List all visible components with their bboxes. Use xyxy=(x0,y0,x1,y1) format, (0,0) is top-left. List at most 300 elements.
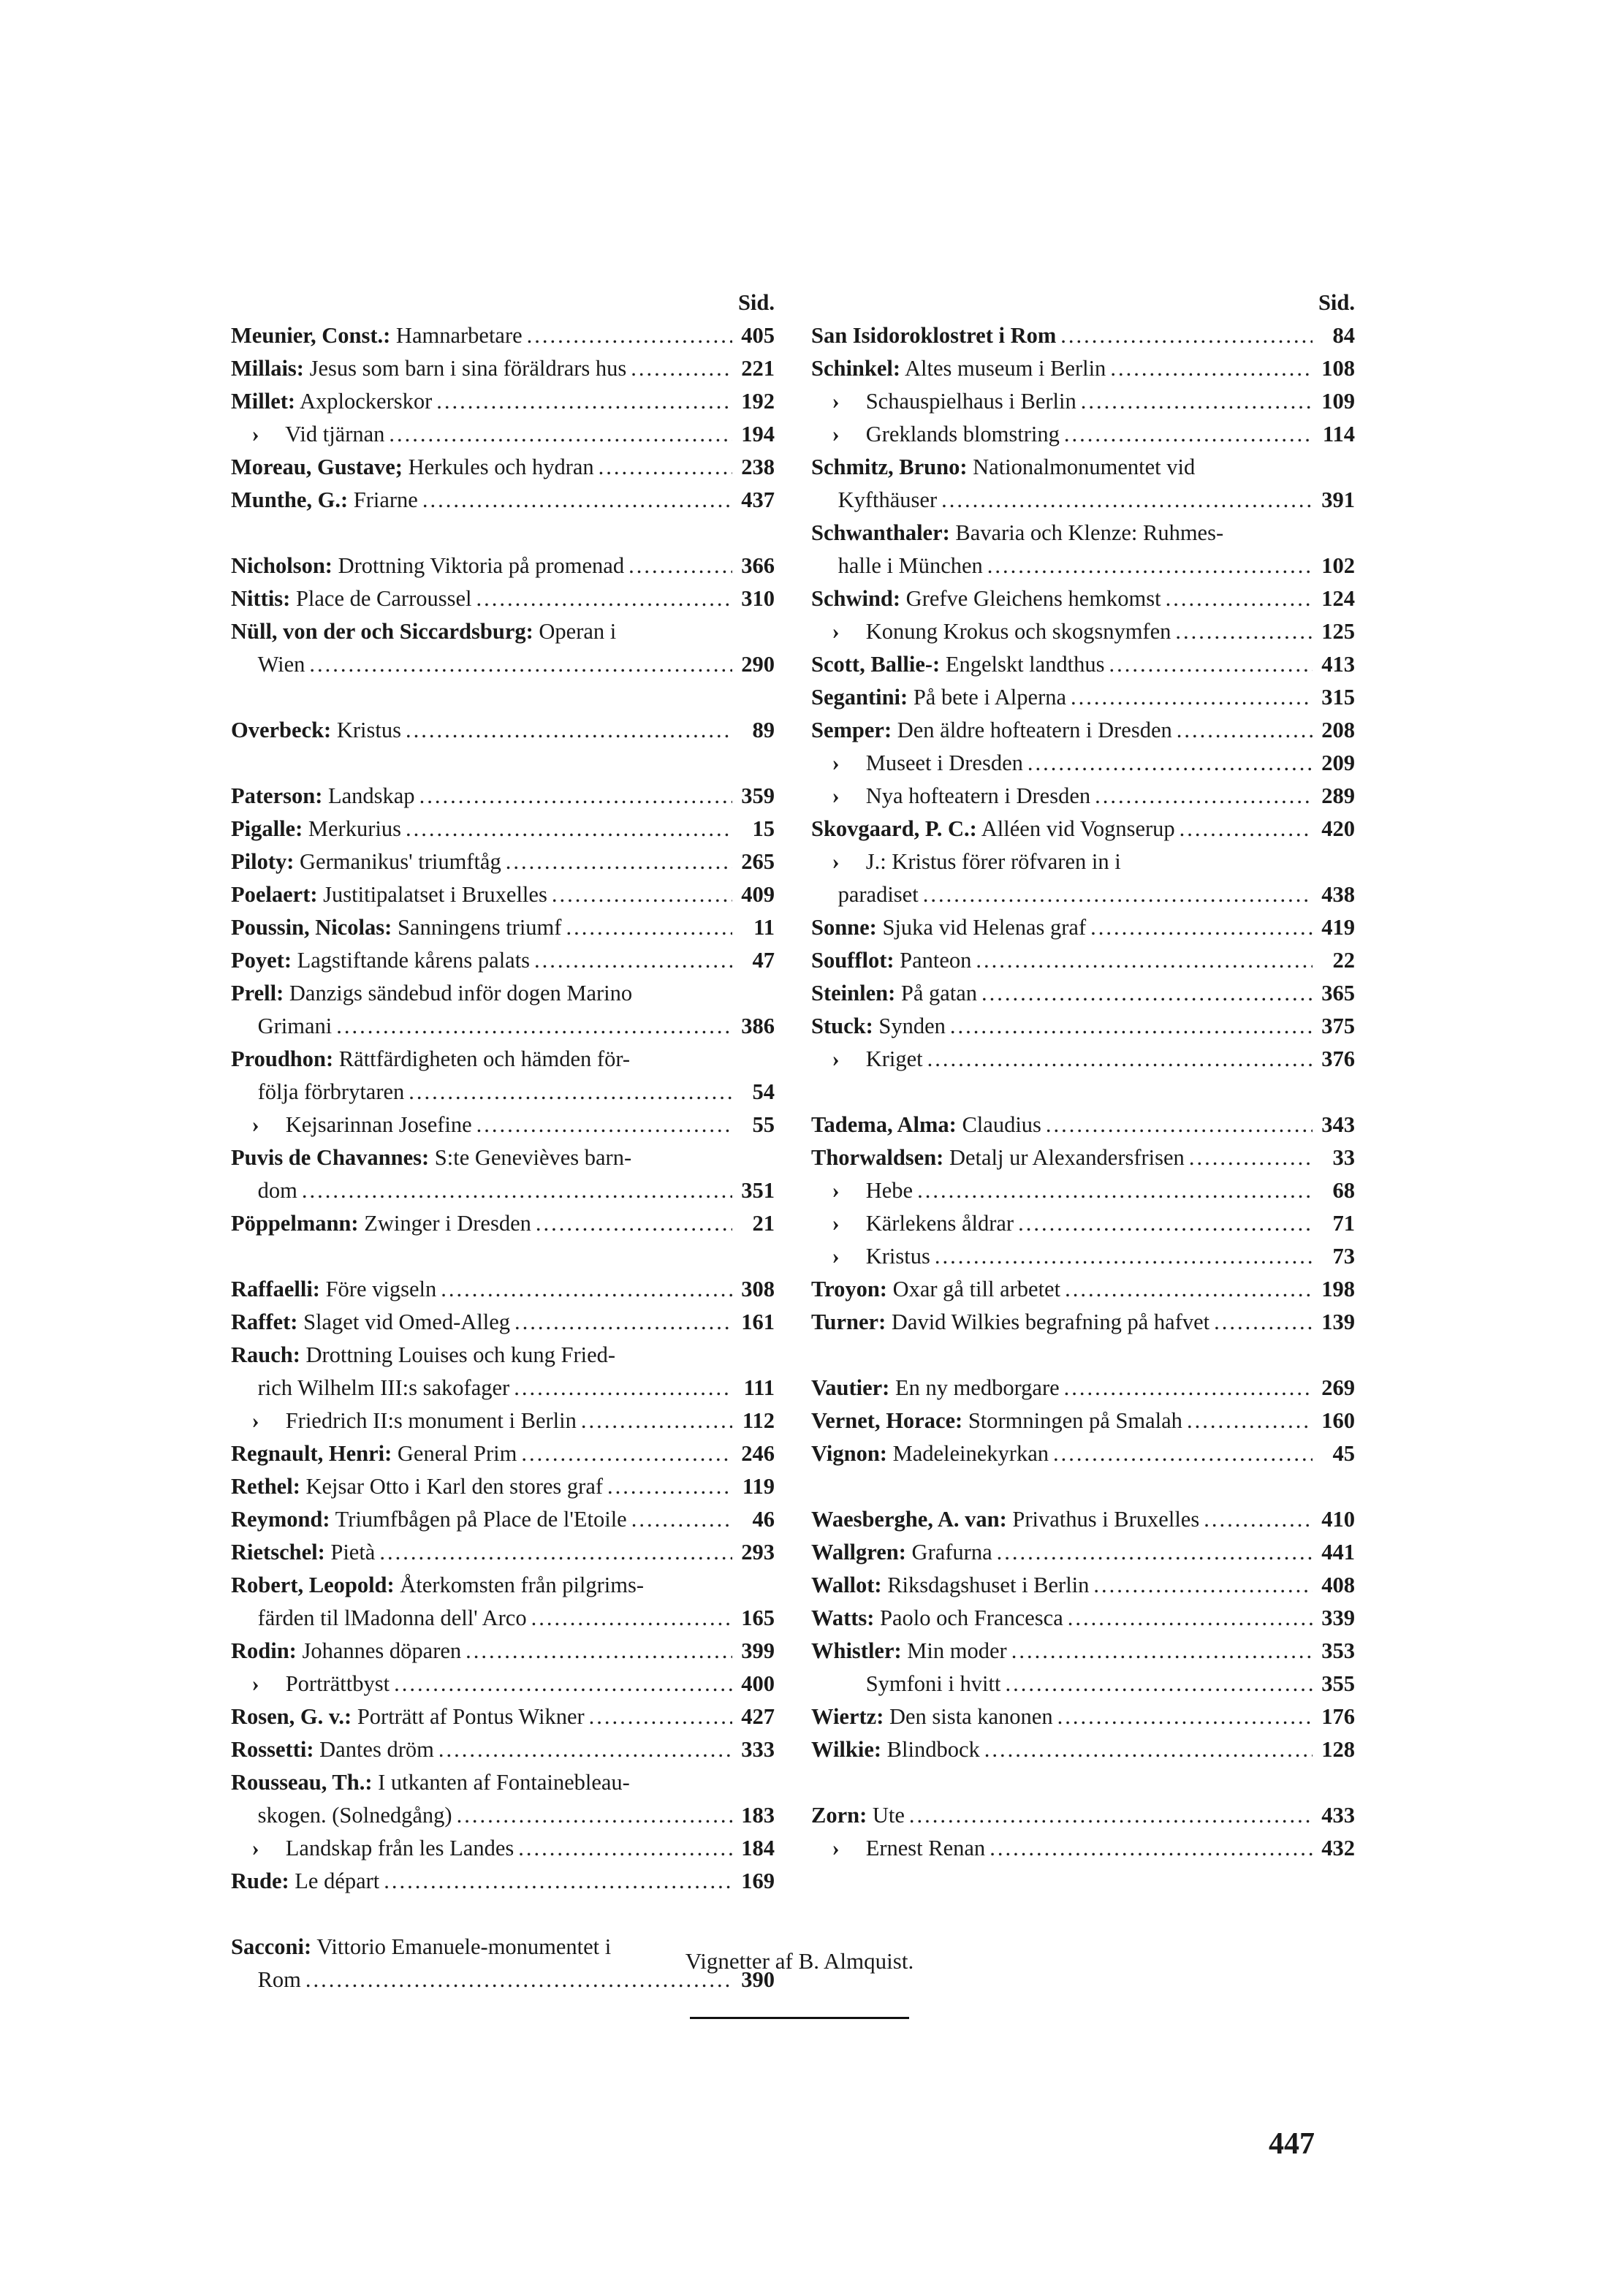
entry-line xyxy=(811,1733,1355,1766)
work-title-continued: halle i München xyxy=(838,553,983,578)
index-entries-right xyxy=(811,319,1355,1865)
leader-dots xyxy=(436,385,732,418)
leader-dots xyxy=(409,1076,732,1109)
entry-lead xyxy=(231,1536,375,1569)
leader-dots xyxy=(394,1668,732,1700)
work-title-continued: Wien xyxy=(257,652,305,677)
entry-lead xyxy=(231,944,530,977)
artist-name: Scott, Ballie-: xyxy=(811,652,941,677)
work-title: Före vigseln xyxy=(325,1277,437,1301)
entry-lead xyxy=(811,385,1076,418)
index-entry xyxy=(811,944,1355,977)
leader-dots xyxy=(923,878,1313,911)
entry-lead xyxy=(811,1536,992,1569)
entry-lead xyxy=(811,944,971,977)
section-gap xyxy=(231,1240,775,1273)
leader-dots xyxy=(1175,615,1313,648)
work-title: Landskap xyxy=(327,783,415,808)
work-title: Min moder xyxy=(907,1638,1007,1663)
entry-line xyxy=(231,1273,775,1306)
entry-continuation xyxy=(231,1174,775,1207)
entry-line xyxy=(231,418,775,451)
entry-lead xyxy=(231,845,501,878)
leader-dots xyxy=(997,1536,1313,1569)
page-ref: 246 xyxy=(741,1441,775,1466)
index-entry xyxy=(231,714,775,747)
artist-name: Tadema, Alma: xyxy=(811,1112,957,1137)
ditto-mark: › xyxy=(251,1112,259,1137)
leader-dots xyxy=(521,1437,732,1470)
index-entry xyxy=(231,1503,775,1536)
index-entry xyxy=(231,615,775,681)
entry-line xyxy=(231,944,775,977)
entry-line xyxy=(811,1536,1355,1569)
work-title: Panteon xyxy=(900,948,972,973)
leader-dots xyxy=(1005,1668,1313,1700)
index-entries-left xyxy=(231,319,775,1996)
section-gap xyxy=(811,1076,1355,1109)
work-title: Axplockerskor xyxy=(300,389,433,414)
entry-lead xyxy=(231,1766,630,1799)
entry-lead xyxy=(811,1010,946,1043)
entry-continuation xyxy=(811,484,1355,517)
page-ref: 441 xyxy=(1321,1540,1355,1565)
page-ref: 128 xyxy=(1321,1737,1355,1762)
page-ref: 410 xyxy=(1321,1507,1355,1532)
page-ref: 408 xyxy=(1321,1573,1355,1597)
page-ref: 68 xyxy=(1332,1178,1355,1203)
leader-dots xyxy=(1110,352,1313,385)
page-ref: 47 xyxy=(752,948,775,973)
leader-dots xyxy=(631,352,732,385)
page-ref: 124 xyxy=(1321,586,1355,611)
work-title: Rättfärdigheten och hämden för- xyxy=(338,1046,631,1071)
entry-line xyxy=(231,550,775,582)
page-ref: 192 xyxy=(741,389,775,414)
work-title: Vittorio Emanuele-monumentet i xyxy=(316,1934,612,1959)
index-entry xyxy=(231,813,775,845)
artist-name: Turner: xyxy=(811,1309,886,1334)
work-title: Friedrich II:s monument i Berlin xyxy=(285,1408,577,1433)
sid-header: Sid. xyxy=(1318,290,1355,315)
work-title-continued: dom xyxy=(257,1178,297,1203)
artist-name: Vautier: xyxy=(811,1375,890,1400)
entry-line xyxy=(231,1043,775,1076)
page-ref: 359 xyxy=(741,783,775,808)
page-ref: 125 xyxy=(1321,619,1355,644)
leader-dots xyxy=(1065,1273,1313,1306)
work-title: Alléen vid Vognserup xyxy=(981,816,1175,841)
leader-dots xyxy=(589,1700,732,1733)
entry-lead xyxy=(811,648,1105,681)
leader-dots xyxy=(566,911,732,944)
ditto-mark: › xyxy=(251,1836,259,1860)
work-title: Germanikus' triumftåg xyxy=(300,849,501,874)
page-ref: 184 xyxy=(741,1836,775,1860)
entry-lead xyxy=(811,1668,1000,1700)
index-entry xyxy=(811,517,1355,582)
artist-name: Wiertz: xyxy=(811,1704,884,1729)
entry-lead xyxy=(811,352,1106,385)
entry-lead xyxy=(231,1832,514,1865)
leader-dots xyxy=(927,1043,1313,1076)
entry-line xyxy=(811,747,1355,780)
leader-dots xyxy=(476,1109,732,1141)
index-entry xyxy=(231,1339,775,1404)
index-entry xyxy=(811,1273,1355,1306)
leader-dots xyxy=(1189,1141,1313,1174)
artist-name: Meunier, Const.: xyxy=(231,323,391,348)
entry-lead xyxy=(231,1109,472,1141)
entry-line xyxy=(811,1503,1355,1536)
leader-dots xyxy=(384,1865,732,1898)
entry-line xyxy=(811,681,1355,714)
leader-dots xyxy=(1053,1437,1313,1470)
leader-dots xyxy=(476,582,732,615)
entry-continuation xyxy=(231,1799,775,1832)
index-entry xyxy=(811,911,1355,944)
leader-dots xyxy=(1214,1306,1313,1339)
work-title: Kejsarinnan Josefine xyxy=(285,1112,472,1137)
ditto-mark: › xyxy=(832,389,840,414)
entry-lead xyxy=(811,1207,1014,1240)
entry-lead xyxy=(231,550,624,582)
entry-line xyxy=(231,451,775,484)
page-ref: 84 xyxy=(1332,323,1355,348)
artist-name: Pöppelmann: xyxy=(231,1211,359,1236)
entry-line xyxy=(231,615,775,648)
ditto-mark: › xyxy=(251,422,259,446)
entry-line xyxy=(811,845,1355,878)
entry-lead xyxy=(811,714,1172,747)
entry-lead xyxy=(811,813,1175,845)
entry-line xyxy=(811,615,1355,648)
work-title-continued: Grimani xyxy=(257,1014,333,1038)
index-entry xyxy=(231,1865,775,1898)
leader-dots xyxy=(631,1503,732,1536)
page-ref: 221 xyxy=(741,356,775,381)
ditto-mark: › xyxy=(832,619,840,644)
entry-lead xyxy=(811,1372,1060,1404)
page-ref: 399 xyxy=(741,1638,775,1663)
page-ref: 376 xyxy=(1321,1046,1355,1071)
work-title: Drottning Louises och kung Fried- xyxy=(305,1342,616,1367)
work-title-continued: Rom xyxy=(257,1967,301,1992)
entry-line xyxy=(231,1404,775,1437)
index-entry xyxy=(231,1109,775,1141)
work-title: Bavaria och Klenze: Ruhmes- xyxy=(955,520,1224,545)
entry-line xyxy=(811,1240,1355,1273)
page-ref: 160 xyxy=(1321,1408,1355,1433)
page-ref: 365 xyxy=(1321,981,1355,1006)
work-title: Nationalmonumentet vid xyxy=(973,455,1196,479)
entry-lead xyxy=(231,911,561,944)
artist-name: Soufflot: xyxy=(811,948,895,973)
sid-header: Sid. xyxy=(737,290,775,315)
entry-lead xyxy=(231,451,594,484)
entry-lead xyxy=(231,878,547,911)
work-title: Herkules och hydran xyxy=(408,455,594,479)
entry-lead xyxy=(811,681,1066,714)
index-entry xyxy=(231,418,775,451)
page-ref: 139 xyxy=(1321,1309,1355,1334)
entry-line xyxy=(231,1339,775,1372)
entry-lead xyxy=(231,1306,510,1339)
leader-dots xyxy=(1046,1109,1313,1141)
page-number: 447 xyxy=(1269,2127,1315,2161)
index-entry xyxy=(811,418,1355,451)
artist-name: Raffet: xyxy=(231,1309,298,1334)
artist-name: Whistler: xyxy=(811,1638,902,1663)
entry-line xyxy=(811,780,1355,813)
work-title: Museet i Dresden xyxy=(865,750,1023,775)
entry-line xyxy=(231,1766,775,1799)
leader-dots xyxy=(950,1010,1313,1043)
entry-continuation xyxy=(231,1372,775,1404)
leader-dots xyxy=(1187,1404,1313,1437)
entry-line xyxy=(811,418,1355,451)
index-entry xyxy=(811,1010,1355,1043)
entry-continuation xyxy=(231,1602,775,1635)
page-ref: 33 xyxy=(1332,1145,1355,1170)
index-entry xyxy=(231,911,775,944)
index-entry xyxy=(811,1602,1355,1635)
work-title: Pietà xyxy=(330,1540,376,1565)
ditto-mark: › xyxy=(832,750,840,775)
vignette-credit: Vignetter af B. Almquist. xyxy=(685,1948,914,1974)
entry-lead xyxy=(811,1700,1053,1733)
index-entry xyxy=(231,1437,775,1470)
leader-dots xyxy=(1028,747,1313,780)
ditto-mark: › xyxy=(251,1408,259,1433)
work-title: Ernest Renan xyxy=(865,1836,986,1860)
work-title: Lagstiftande kårens palats xyxy=(297,948,531,973)
page-ref: 290 xyxy=(741,652,775,677)
entry-line xyxy=(811,714,1355,747)
entry-line xyxy=(231,1832,775,1865)
index-entry xyxy=(231,1832,775,1865)
index-entry xyxy=(231,1273,775,1306)
index-entry xyxy=(811,845,1355,911)
entry-lead xyxy=(231,1043,630,1076)
work-title: Blindbock xyxy=(886,1737,980,1762)
page-ref: 89 xyxy=(752,718,775,742)
artist-name: Watts: xyxy=(811,1605,875,1630)
work-title: I utkanten af Fontainebleau- xyxy=(378,1770,630,1795)
artist-name: Rossetti: xyxy=(231,1737,314,1762)
index-entry xyxy=(811,1404,1355,1437)
artist-name: Munthe, G.: xyxy=(231,487,349,512)
page-ref: 265 xyxy=(741,849,775,874)
artist-name: Rodin: xyxy=(231,1638,297,1663)
artist-name: Moreau, Gustave; xyxy=(231,455,403,479)
leader-dots xyxy=(599,451,732,484)
page-ref: 420 xyxy=(1321,816,1355,841)
work-title-continued: rich Wilhelm III:s sakofager xyxy=(257,1375,510,1400)
leader-dots xyxy=(1057,1700,1313,1733)
artist-name: Poussin, Nicolas: xyxy=(231,915,392,940)
work-title: På bete i Alperna xyxy=(913,685,1067,710)
entry-line xyxy=(811,813,1355,845)
artist-name: Rethel: xyxy=(231,1474,300,1499)
leader-dots xyxy=(1064,1372,1313,1404)
artist-name: Sonne: xyxy=(811,915,877,940)
artist-name: Nittis: xyxy=(231,586,291,611)
entry-lead xyxy=(231,1273,436,1306)
artist-name: Millais: xyxy=(231,356,304,381)
page-ref: 269 xyxy=(1321,1375,1355,1400)
leader-dots xyxy=(1177,714,1313,747)
entry-line xyxy=(231,1733,775,1766)
entry-lead xyxy=(231,319,523,352)
work-title: Landskap från les Landes xyxy=(285,1836,514,1860)
entry-lead xyxy=(811,1240,930,1273)
leader-dots xyxy=(581,1404,732,1437)
leader-dots xyxy=(1109,648,1313,681)
entry-line xyxy=(811,1174,1355,1207)
work-title: Dantes dröm xyxy=(319,1737,434,1762)
work-title: David Wilkies begrafning på hafvet xyxy=(891,1309,1210,1334)
index-entry xyxy=(811,1141,1355,1174)
page-ref: 15 xyxy=(752,816,775,841)
work-title: Madeleinekyrkan xyxy=(892,1441,1049,1466)
entry-line xyxy=(811,1043,1355,1076)
entry-line xyxy=(811,1602,1355,1635)
index-entry xyxy=(811,1240,1355,1273)
index-entry xyxy=(231,1700,775,1733)
work-title: Slaget vid Omed-Alleg xyxy=(303,1309,510,1334)
work-title: Zwinger i Dresden xyxy=(364,1211,531,1236)
work-title: Grefve Gleichens hemkomst xyxy=(905,586,1161,611)
page-ref: 437 xyxy=(741,487,775,512)
index-entry xyxy=(811,352,1355,385)
index-entry xyxy=(231,780,775,813)
entry-line xyxy=(811,1273,1355,1306)
work-title: Nya hofteatern i Dresden xyxy=(865,783,1091,808)
artist-name: Schwanthaler: xyxy=(811,520,950,545)
page-ref: 209 xyxy=(1321,750,1355,775)
artist-name: Prell: xyxy=(231,981,284,1006)
page-ref: 21 xyxy=(752,1211,775,1236)
work-title: Oxar gå till arbetet xyxy=(892,1277,1061,1301)
artist-name: Segantini: xyxy=(811,685,908,710)
work-title: Porträttbyst xyxy=(285,1671,390,1696)
page-ref: 176 xyxy=(1321,1704,1355,1729)
index-entry xyxy=(811,977,1355,1010)
entry-line xyxy=(811,517,1355,550)
page-ref: 165 xyxy=(741,1605,775,1630)
page-ref: 45 xyxy=(1332,1441,1355,1466)
artist-name: Skovgaard, P. C.: xyxy=(811,816,977,841)
page-ref: 194 xyxy=(741,422,775,446)
leader-dots xyxy=(302,1174,732,1207)
entry-lead xyxy=(811,747,1023,780)
index-entry xyxy=(231,1404,775,1437)
leader-dots xyxy=(438,1733,732,1766)
entry-lead xyxy=(811,911,1086,944)
entry-continuation xyxy=(811,878,1355,911)
entry-line xyxy=(231,385,775,418)
entry-lead xyxy=(231,1404,577,1437)
page-ref: 73 xyxy=(1332,1244,1355,1269)
entry-line xyxy=(811,1437,1355,1470)
page-ref: 161 xyxy=(741,1309,775,1334)
work-title: Sanningens triumf xyxy=(397,915,562,940)
entry-line xyxy=(231,977,775,1010)
artist-name: Zorn: xyxy=(811,1803,867,1828)
entry-line xyxy=(231,1668,775,1700)
work-title: Privathus i Bruxelles xyxy=(1012,1507,1200,1532)
ditto-mark: › xyxy=(832,783,840,808)
leader-dots xyxy=(1090,911,1313,944)
artist-name: Overbeck: xyxy=(231,718,332,742)
leader-dots xyxy=(506,845,732,878)
page-ref: 238 xyxy=(741,455,775,479)
page-ref: 310 xyxy=(741,586,775,611)
section-gap xyxy=(231,747,775,780)
entry-line xyxy=(231,582,775,615)
artist-name: Sacconi: xyxy=(231,1934,312,1959)
work-title: En ny medborgare xyxy=(895,1375,1060,1400)
leader-dots xyxy=(527,319,732,352)
work-title-continued: skogen. (Solnedgång) xyxy=(257,1803,452,1828)
index-entry xyxy=(231,451,775,484)
index-column-left xyxy=(231,286,775,1996)
entry-lead xyxy=(811,615,1171,648)
leader-dots xyxy=(941,484,1313,517)
work-title: J.: Kristus förer röfvaren in i xyxy=(865,849,1121,874)
artist-name: Rauch: xyxy=(231,1342,300,1367)
entry-line xyxy=(811,1306,1355,1339)
index-entry xyxy=(811,1109,1355,1141)
entry-lead xyxy=(231,1635,461,1668)
entry-lead xyxy=(811,977,977,1010)
work-title: Jesus som barn i sina föräldrars hus xyxy=(309,356,627,381)
section-gap xyxy=(231,681,775,714)
work-title: Hebe xyxy=(865,1178,914,1203)
leader-dots xyxy=(917,1174,1313,1207)
leader-dots xyxy=(552,878,732,911)
artist-name: Rousseau, Th.: xyxy=(231,1770,373,1795)
work-title: Engelskt landthus xyxy=(945,652,1105,677)
entry-line xyxy=(811,385,1355,418)
work-title: Drottning Viktoria på promenad xyxy=(338,553,625,578)
page-ref: 109 xyxy=(1321,389,1355,414)
entry-lead xyxy=(231,615,616,648)
entry-lead xyxy=(811,418,1060,451)
page-ref: 183 xyxy=(741,1803,775,1828)
work-title-continued: Kyfthäuser xyxy=(838,487,938,512)
page-ref: 289 xyxy=(1321,783,1355,808)
index-entry xyxy=(231,1733,775,1766)
page-ref: 55 xyxy=(752,1112,775,1137)
leader-dots xyxy=(466,1635,732,1668)
ditto-mark: › xyxy=(832,422,840,446)
leader-dots xyxy=(518,1832,732,1865)
index-entry xyxy=(231,1043,775,1109)
page-ref: 375 xyxy=(1321,1014,1355,1038)
leader-dots xyxy=(379,1536,732,1569)
index-entry xyxy=(231,1470,775,1503)
entry-lead xyxy=(231,1668,390,1700)
section-gap xyxy=(811,1339,1355,1372)
entry-continuation xyxy=(231,648,775,681)
page-ref: 208 xyxy=(1321,718,1355,742)
artist-name: Piloty: xyxy=(231,849,295,874)
page-ref: 102 xyxy=(1321,553,1355,578)
index-entry xyxy=(811,615,1355,648)
index-entry xyxy=(231,1635,775,1668)
